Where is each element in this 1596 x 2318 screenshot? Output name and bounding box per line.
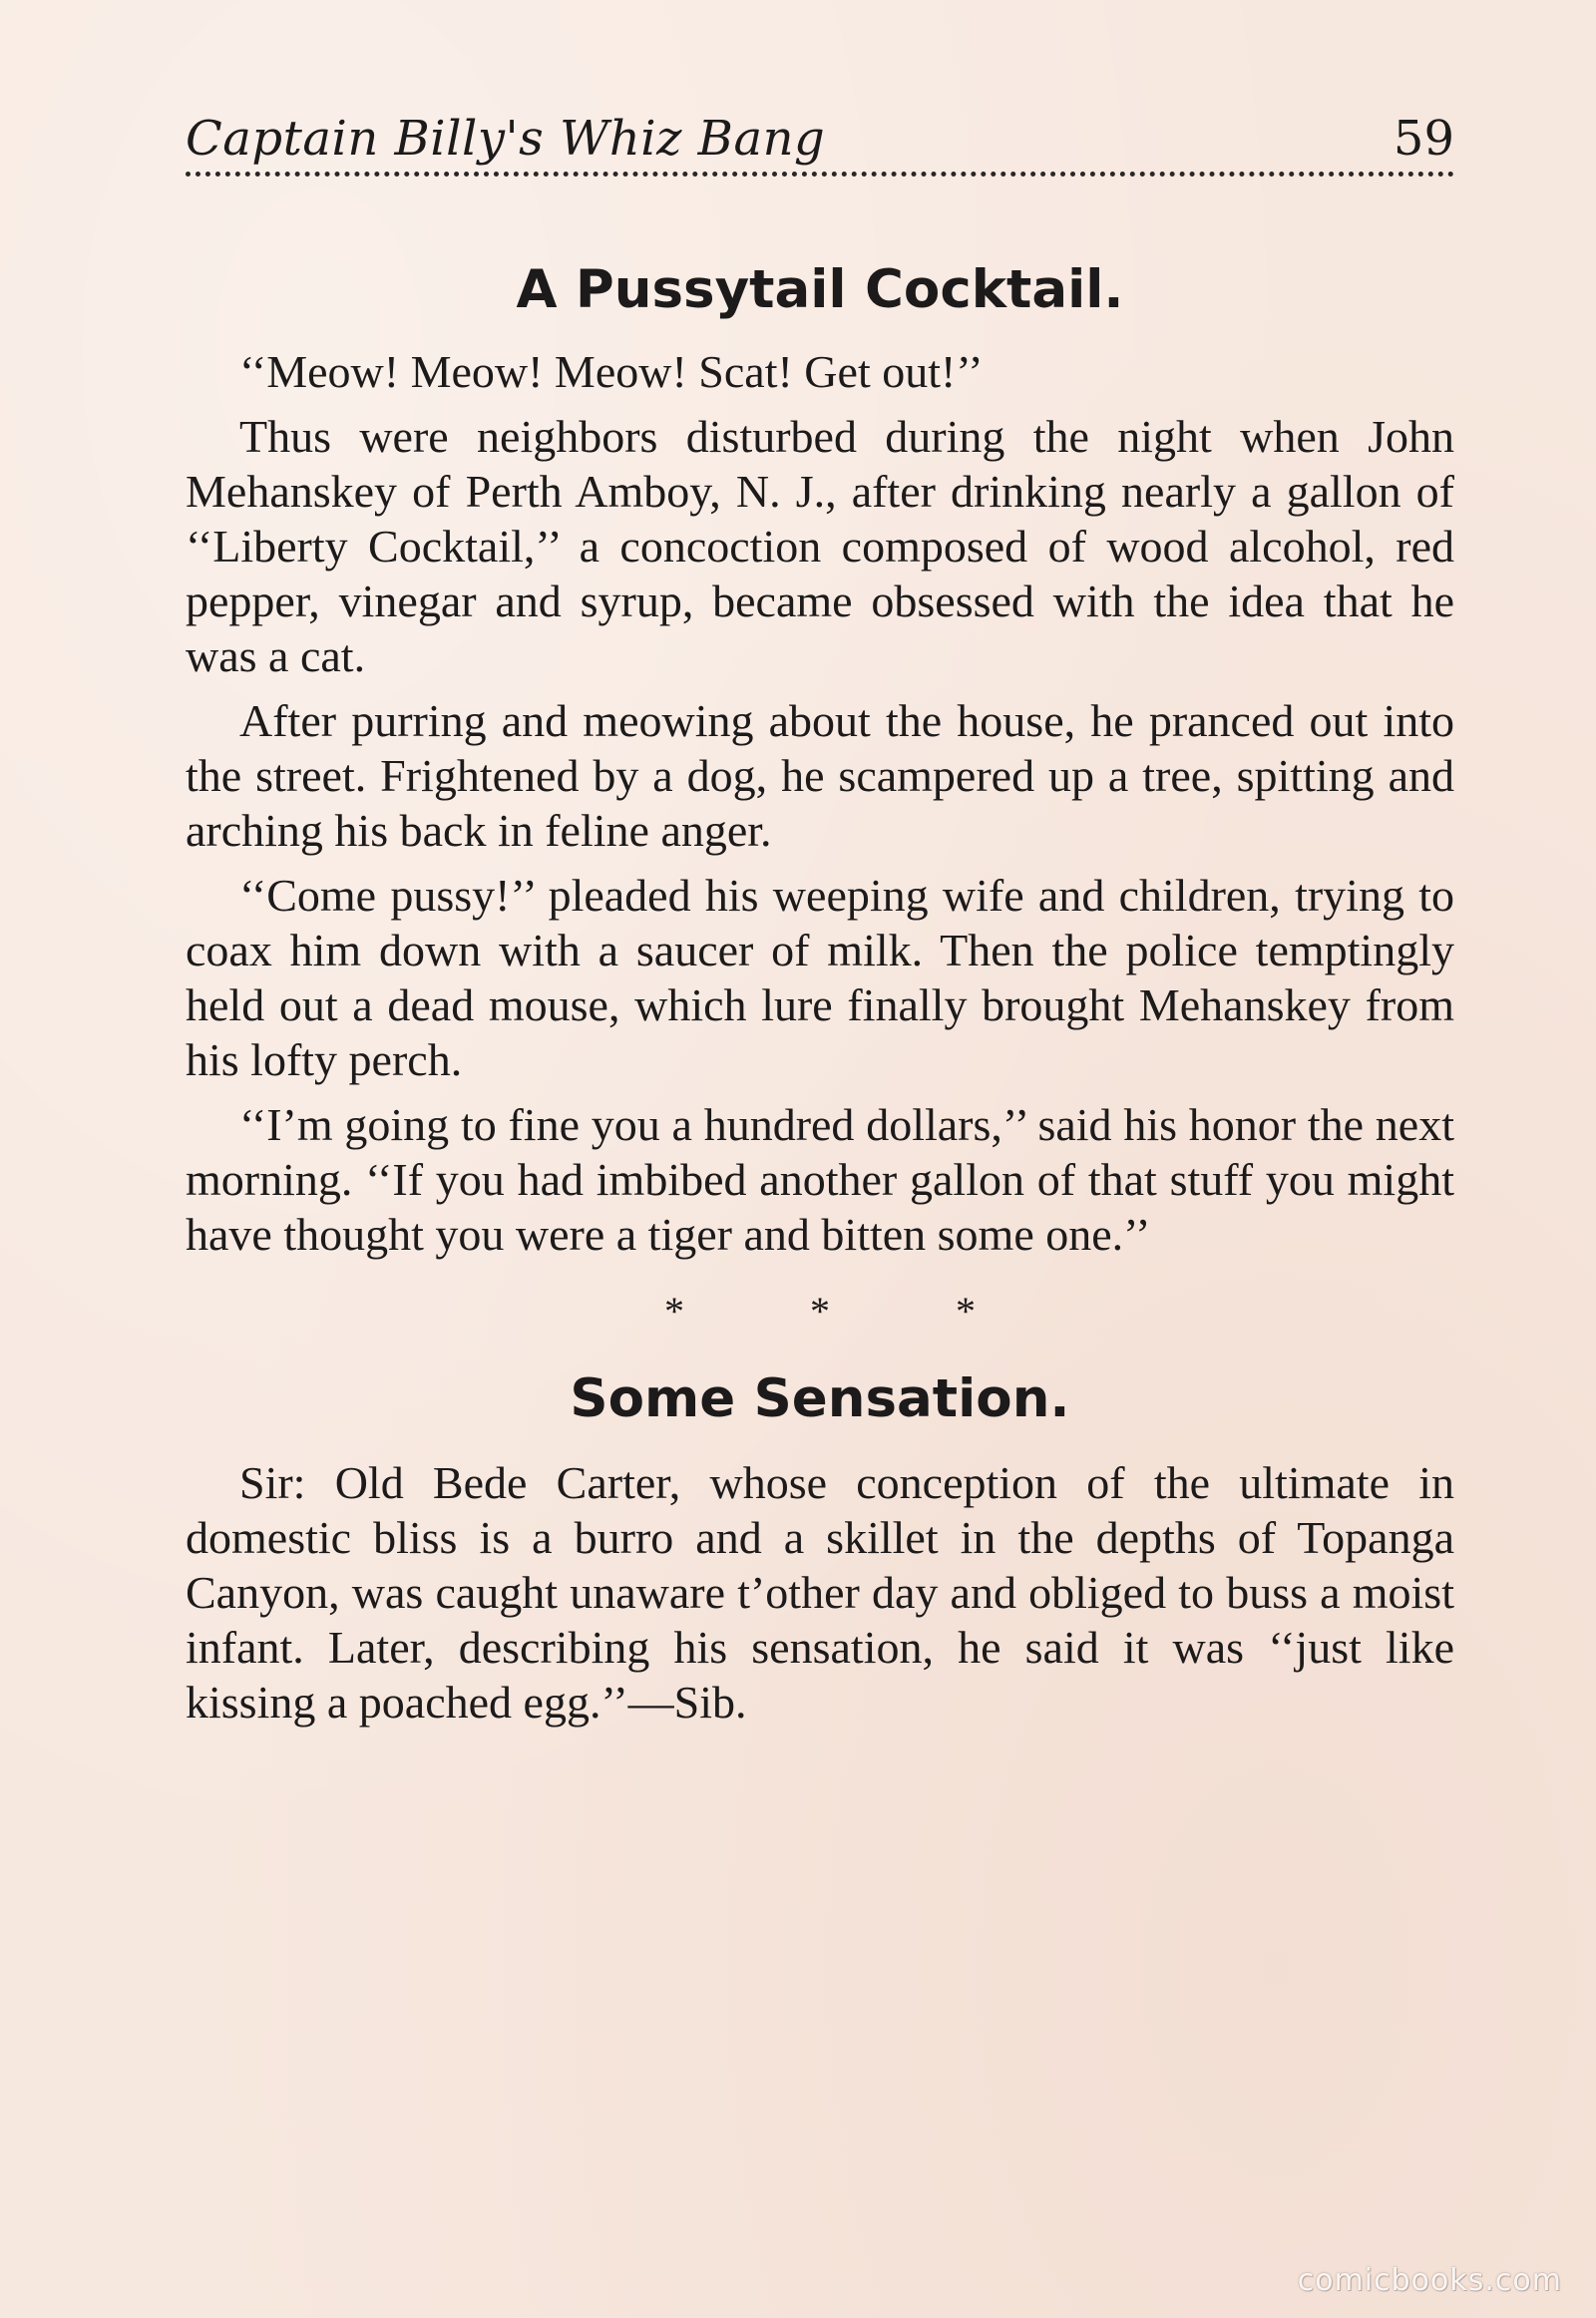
- running-header: [186, 110, 1454, 177]
- article-paragraph: Thus were neighbors disturbed during the night when John Mehanskey of Perth Amboy, N. J., after drinking nearly a gallon of ‘‘Liberty Cocktail,’’ a concoction composed of wood alcohol, red pepper, vinegar and syrup, became obsessed with the idea that he was a cat.: [186, 411, 1454, 681]
- article-some-sensation: [186, 1367, 1454, 1730]
- article-paragraph: After purring and meowing about the house, he pranced out into the street. Frightened by a dog, he scampered up a tree, spitting and arching his back in feline anger.: [186, 695, 1454, 856]
- article-headline: A Pussytail Cocktail.: [516, 259, 1124, 320]
- article-paragraph: ‘‘Come pussy!’’ pleaded his weeping wife and children, trying to coax him down with a saucer of milk. Then the police temptingly held out a dead mouse, which lure finally brought Mehanskey from his lofty perch.: [186, 870, 1454, 1085]
- article-paragraph: ‘‘Meow! Meow! Meow! Scat! Get out!’’: [239, 346, 984, 397]
- section-divider-asterisks: * * *: [664, 1289, 1033, 1334]
- magazine-page: [186, 110, 1454, 1739]
- page-number: 59: [1393, 111, 1454, 167]
- publication-title: Captain Billy's Whiz Bang: [186, 111, 826, 167]
- article-paragraph: ‘‘I’m going to fine you a hundred dollars,’’ said his honor the next morning. ‘‘If you had imbibed another gallon of that stuff you might have thought you were a tiger and bitten some one.’’: [186, 1099, 1454, 1260]
- article-headline: Some Sensation.: [570, 1368, 1070, 1429]
- article-pussytail-cocktail: [186, 258, 1454, 1262]
- watermark: comicbooks.com: [1297, 2263, 1562, 2298]
- article-paragraph: Sir: Old Bede Carter, whose conception of the ultimate in domestic bliss is a burro and a skillet in the depths of Topanga Canyon, was caught unaware t’other day and obliged to buss a moist infant. Later, describing his sensation, he said it was ‘‘just like kissing a poached egg.’’—Sib.: [186, 1457, 1454, 1728]
